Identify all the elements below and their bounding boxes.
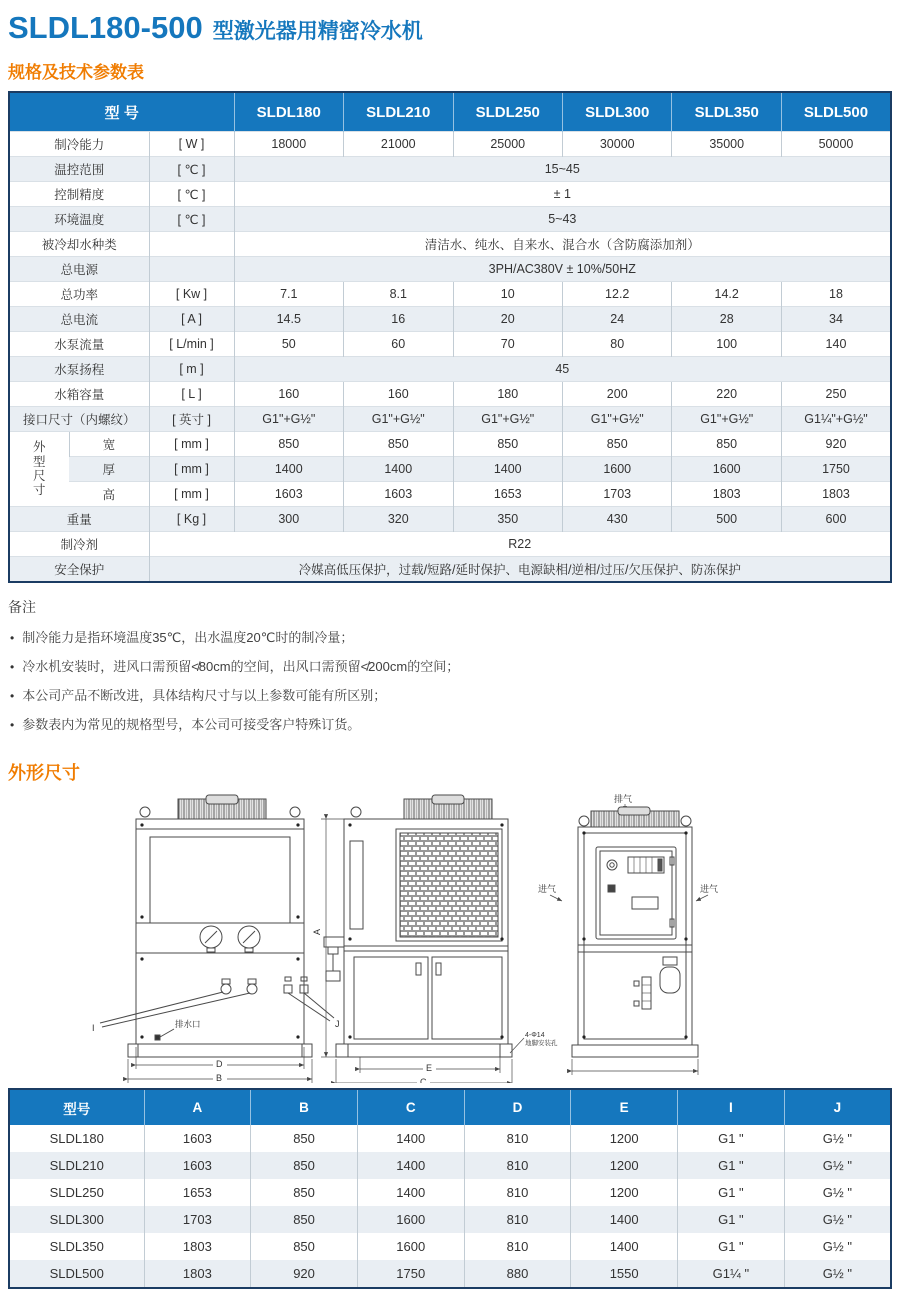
dim-cell: 850: [251, 1179, 358, 1206]
dim-cell: G1 ": [678, 1152, 785, 1179]
spec-value: 600: [781, 507, 891, 532]
dim-cell: 1200: [571, 1152, 678, 1179]
spec-value: 25000: [453, 132, 562, 157]
dim-row: [9, 1179, 891, 1206]
spec-row: [9, 132, 891, 157]
exhaust-air-label: 排气: [614, 794, 633, 804]
dim-cell: 810: [464, 1152, 571, 1179]
dim-row: [9, 1152, 891, 1179]
dim-column-header: I: [678, 1089, 785, 1125]
spec-value: 34: [781, 307, 891, 332]
spec-label: 被冷却水种类: [9, 232, 149, 257]
dim-cell: 810: [464, 1233, 571, 1260]
spec-unit: [ mm ]: [149, 482, 234, 507]
dim-cell: 1200: [571, 1179, 678, 1206]
spec-value: 140: [781, 332, 891, 357]
dim-cell: 1653: [144, 1179, 251, 1206]
spec-value: 850: [562, 432, 671, 457]
dim-row: [9, 1233, 891, 1260]
product-name-title: 型激光器用精密冷水机: [212, 20, 423, 43]
spec-value: 1400: [234, 457, 343, 482]
spec-value: 60: [344, 332, 453, 357]
note-item: • 冷水机安装时，进风口需预留≮80cm的空间，出风口需预留≮200cm的空间；: [10, 656, 892, 675]
dim-label-b: B: [216, 1073, 223, 1083]
spec-value: 850: [672, 432, 781, 457]
dim-cell: 1400: [571, 1206, 678, 1233]
spec-value: 50: [234, 332, 343, 357]
spec-value: 320: [344, 507, 453, 532]
dim-cell: 850: [251, 1152, 358, 1179]
spec-value: 500: [672, 507, 781, 532]
note-item: • 参数表内为常见的规格型号，本公司可接受客户特殊订货。: [10, 714, 892, 733]
dim-cell: G1 ": [678, 1125, 785, 1152]
spec-value: 1803: [672, 482, 781, 507]
spec-value: G1¼"+G½": [781, 407, 891, 432]
spec-value: 21000: [344, 132, 453, 157]
dim-cell: 1600: [357, 1206, 464, 1233]
dim-cell: 1200: [571, 1125, 678, 1152]
spec-value: 300: [234, 507, 343, 532]
spec-value: 430: [562, 507, 671, 532]
spec-unit: [ mm ]: [149, 457, 234, 482]
spec-label: 制冷剂: [9, 532, 149, 557]
dim-cell: SLDL350: [49, 1239, 104, 1254]
dim-cell: 810: [464, 1125, 571, 1152]
spec-value: 7.1: [234, 282, 343, 307]
spec-value: 1600: [562, 457, 671, 482]
spec-value: 1400: [344, 457, 453, 482]
spec-label: 安全保护: [9, 557, 149, 583]
spec-merged-value: 15~45: [234, 157, 891, 182]
notes-title: 备注: [8, 599, 36, 615]
dim-cell: G1 ": [678, 1206, 785, 1233]
dim-cell: 1803: [144, 1260, 251, 1288]
spec-value: 1653: [453, 482, 562, 507]
spec-value: 12.2: [562, 282, 671, 307]
spec-value: 16: [344, 307, 453, 332]
dim-label-d: D: [216, 1059, 223, 1069]
spec-label: 接口尺寸（内螺纹）: [9, 407, 149, 432]
spec-label: 控制精度: [9, 182, 149, 207]
dim-column-header: A: [144, 1089, 251, 1125]
spec-value: 850: [234, 432, 343, 457]
dim-cell: G½ ": [784, 1260, 891, 1288]
spec-label: 水泵扬程: [9, 357, 149, 382]
dim-cell: SLDL500: [9, 1260, 144, 1288]
dim-cell: SLDL210: [9, 1152, 144, 1179]
spec-unit: [149, 232, 234, 257]
intake-air-label-right: 进气: [700, 884, 719, 894]
spec-value: 28: [672, 307, 781, 332]
spec-table: [8, 91, 892, 583]
outline-drawings: [8, 791, 892, 1088]
dim-cell: 1603: [144, 1125, 251, 1152]
dimension-table: [8, 1088, 892, 1289]
dim-cell: 1750: [357, 1260, 464, 1288]
model-column-header: SLDL500: [781, 92, 891, 132]
page-title: [8, 10, 892, 46]
spec-corner-header: 型 号: [9, 92, 234, 132]
dim-row: [9, 1206, 891, 1233]
spec-group-label: 外 型 尺 寸: [9, 432, 69, 507]
dim-cell: G½ ": [784, 1179, 891, 1206]
spec-row: [9, 357, 891, 382]
dim-cell: 1603: [144, 1152, 251, 1179]
spec-label: 温控范围: [9, 157, 149, 182]
spec-row: [9, 182, 891, 207]
spec-value: 100: [672, 332, 781, 357]
spec-label: 宽: [69, 432, 149, 457]
dim-cell: G½ ": [784, 1125, 891, 1152]
spec-merged-value: ± 1: [234, 182, 891, 207]
spec-row: [9, 432, 891, 457]
spec-value: 14.2: [672, 282, 781, 307]
spec-row: [9, 407, 891, 432]
spec-row: [9, 157, 891, 182]
spec-unit: [ Kw ]: [149, 282, 234, 307]
spec-value: 1803: [781, 482, 891, 507]
spec-value: 1750: [781, 457, 891, 482]
spec-row: [9, 257, 891, 282]
spec-value: 8.1: [344, 282, 453, 307]
spec-row: [9, 282, 891, 307]
dim-cell: G½ ": [784, 1152, 891, 1179]
dim-header-row: [9, 1089, 891, 1125]
spec-value: 850: [344, 432, 453, 457]
dim-cell: 810: [464, 1206, 571, 1233]
spec-value: 50000: [781, 132, 891, 157]
spec-label: 水泵流量: [9, 332, 149, 357]
spec-label: 总电流: [9, 307, 149, 332]
model-column-header: SLDL210: [344, 92, 453, 132]
model-column-header: SLDL180: [234, 92, 343, 132]
spec-value: 18: [781, 282, 891, 307]
mounting-holes-note-text: 地脚安装孔: [525, 1040, 558, 1047]
spec-value: 35000: [672, 132, 781, 157]
spec-unit: [ Kg ]: [149, 507, 234, 532]
intake-air-label-left: 进气: [538, 884, 557, 894]
connector-label-i: I: [92, 1023, 95, 1033]
dim-column-header: 型号: [9, 1089, 144, 1125]
spec-row: [9, 207, 891, 232]
spec-value: G1"+G½": [234, 407, 343, 432]
mounting-holes-note-size: 4-Φ14: [525, 1032, 545, 1039]
spec-unit: [ mm ]: [149, 432, 234, 457]
spec-row: [9, 232, 891, 257]
spec-row: [9, 382, 891, 407]
front-view-drawing: [100, 795, 334, 1083]
spec-value: G1"+G½": [453, 407, 562, 432]
dim-cell: G1 ": [678, 1179, 785, 1206]
spec-value: 24: [562, 307, 671, 332]
dim-cell: 1550: [571, 1260, 678, 1288]
spec-value: 200: [562, 382, 671, 407]
dim-label-a: A: [312, 928, 322, 935]
dim-cell: 1400: [357, 1179, 464, 1206]
dim-cell: G1 ": [678, 1233, 785, 1260]
spec-merged-value: R22: [149, 532, 891, 557]
back-view-drawing: [550, 804, 708, 1075]
spec-value: G1"+G½": [672, 407, 781, 432]
side-view-drawing: [321, 795, 524, 1083]
spec-value: 920: [781, 432, 891, 457]
dim-label-c: C: [420, 1077, 427, 1083]
spec-row: [9, 557, 891, 583]
spec-value: 850: [453, 432, 562, 457]
spec-value: 180: [453, 382, 562, 407]
spec-merged-value: 5~43: [234, 207, 891, 232]
spec-label: 高: [69, 482, 149, 507]
dim-column-header: J: [784, 1089, 891, 1125]
spec-value: 1400: [453, 457, 562, 482]
model-column-header: SLDL300: [562, 92, 671, 132]
dim-cell: 1600: [357, 1233, 464, 1260]
spec-value: 250: [781, 382, 891, 407]
dim-column-header: C: [357, 1089, 464, 1125]
spec-value: 160: [234, 382, 343, 407]
spec-header-row: [9, 92, 891, 132]
spec-row: [9, 532, 891, 557]
dim-cell: G½ ": [784, 1233, 891, 1260]
note-item: • 本公司产品不断改进，具体结构尺寸与以上参数可能有所区别；: [10, 685, 892, 704]
spec-unit: [ ℃ ]: [149, 157, 234, 182]
spec-value: G1"+G½": [562, 407, 671, 432]
dim-cell: G1¼ ": [678, 1260, 785, 1288]
dim-cell: 1703: [144, 1206, 251, 1233]
spec-row: [9, 307, 891, 332]
dim-cell: 850: [251, 1233, 358, 1260]
spec-value: 1703: [562, 482, 671, 507]
dim-row: [9, 1260, 891, 1288]
spec-row: [9, 457, 891, 482]
dim-cell: 810: [464, 1179, 571, 1206]
dim-cell: 1400: [357, 1152, 464, 1179]
spec-row: [9, 507, 891, 532]
spec-value: 70: [453, 332, 562, 357]
spec-unit: [ 英寸 ]: [149, 407, 234, 432]
spec-value: 10: [453, 282, 562, 307]
section-heading-specs: 规格及技术参数表: [8, 63, 144, 82]
product-model-title: SLDL180-500: [8, 10, 203, 45]
note-item: • 制冷能力是指环境温度35℃，出水温度20℃时的制冷量；: [10, 627, 892, 646]
spec-unit: [ A ]: [149, 307, 234, 332]
dim-cell: 920: [251, 1260, 358, 1288]
drain-outlet-label: 排水口: [175, 1019, 201, 1029]
spec-unit: [ L/min ]: [149, 332, 234, 357]
dim-cell: 1400: [357, 1125, 464, 1152]
spec-value: 30000: [562, 132, 671, 157]
dim-row: [9, 1125, 891, 1152]
spec-merged-value: 冷媒高低压保护，过载/短路/延时保护、电源缺相/逆相/过压/欠压保护、防冻保护: [149, 557, 891, 583]
spec-label: 制冷能力: [9, 132, 149, 157]
model-column-header: SLDL250: [453, 92, 562, 132]
dim-column-header: B: [251, 1089, 358, 1125]
spec-value: 350: [453, 507, 562, 532]
spec-value: 18000: [234, 132, 343, 157]
connector-label-j: J: [335, 1019, 340, 1029]
dim-label-e: E: [426, 1063, 433, 1073]
spec-value: 14.5: [234, 307, 343, 332]
spec-value: 1603: [344, 482, 453, 507]
notes-section: [8, 597, 892, 733]
spec-unit: [ m ]: [149, 357, 234, 382]
note-list: [8, 627, 892, 733]
dim-cell: SLDL300: [9, 1206, 144, 1233]
spec-value: 20: [453, 307, 562, 332]
spec-row: [9, 332, 891, 357]
spec-unit: [ W ]: [149, 132, 234, 157]
dim-column-header: E: [571, 1089, 678, 1125]
spec-unit: [ ℃ ]: [149, 182, 234, 207]
dim-cell: SLDL180: [49, 1131, 104, 1146]
dim-cell: 1803: [144, 1233, 251, 1260]
spec-row: [9, 482, 891, 507]
model-column-header: SLDL350: [672, 92, 781, 132]
spec-label: 厚: [69, 457, 149, 482]
spec-value: 220: [672, 382, 781, 407]
spec-value: 1603: [234, 482, 343, 507]
technical-drawing-svg: [8, 791, 892, 1083]
spec-merged-value: 清洁水、纯水、自来水、混合水（含防腐添加剂）: [234, 232, 891, 257]
spec-value: 1600: [672, 457, 781, 482]
dim-cell: 1400: [571, 1233, 678, 1260]
dim-cell: G½ ": [784, 1206, 891, 1233]
spec-unit: [ L ]: [149, 382, 234, 407]
spec-unit: [149, 257, 234, 282]
spec-label: 水箱容量: [9, 382, 149, 407]
dim-cell: 850: [251, 1125, 358, 1152]
spec-label: 总电源: [9, 257, 149, 282]
spec-value: 160: [344, 382, 453, 407]
dim-cell: 880: [464, 1260, 571, 1288]
spec-value: 80: [562, 332, 671, 357]
spec-merged-value: 45: [234, 357, 891, 382]
section-heading-outline: 外形尺寸: [8, 763, 80, 783]
spec-merged-value: 3PH/AC380V ± 10%/50HZ: [234, 257, 891, 282]
spec-unit: [ ℃ ]: [149, 207, 234, 232]
spec-label: 总功率: [9, 282, 149, 307]
spec-value: G1"+G½": [344, 407, 453, 432]
dim-column-header: D: [464, 1089, 571, 1125]
spec-label: 重量: [9, 507, 149, 532]
spec-label: 环境温度: [9, 207, 149, 232]
dim-cell: SLDL250: [49, 1185, 104, 1200]
dim-cell: 850: [251, 1206, 358, 1233]
